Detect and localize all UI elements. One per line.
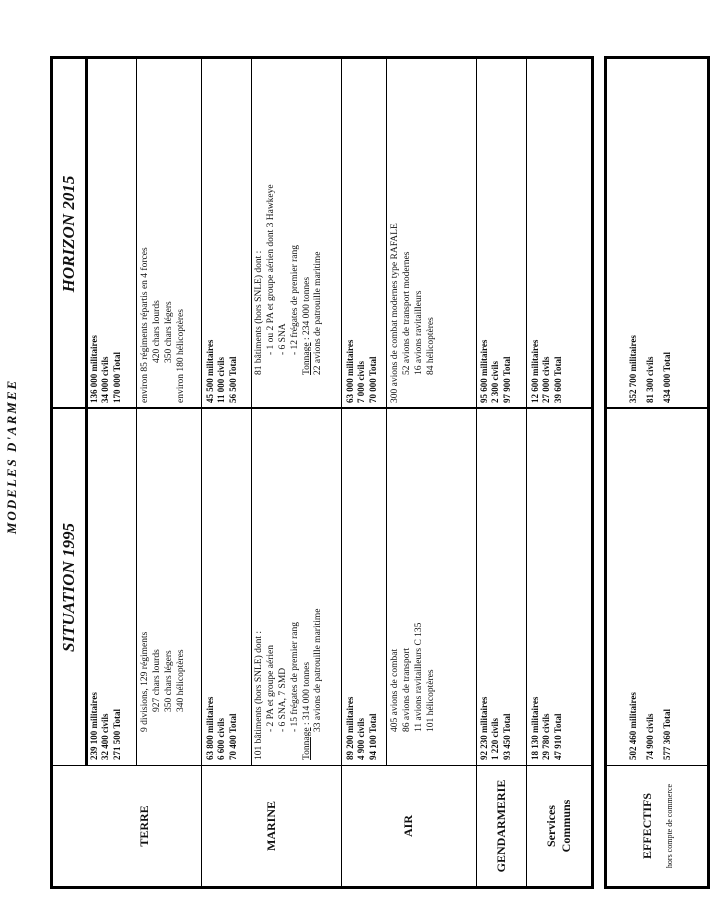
- effectifs-2015-values: [625, 335, 676, 403]
- category-terre: TERRE: [137, 805, 151, 847]
- services-1995-civils: 29 780 civils: [541, 713, 552, 760]
- marine-2015-militaires: 45 500 militaires: [205, 339, 215, 403]
- subdivider-air: [386, 59, 387, 766]
- terre-2015-total: 170 000 Total: [111, 351, 122, 403]
- marine-1995-patrouille: 33 avions de patrouille maritime: [313, 608, 324, 732]
- marine-2015-sna: - 6 SNA: [277, 323, 288, 355]
- air-2015-transport: 52 avions de transport modernes: [401, 251, 412, 375]
- effectifs-label: EFFECTIFS: [640, 793, 654, 860]
- air-2015-helicopteres: 84 hélicoptères: [425, 317, 436, 375]
- marine-1995-batiments: 101 bâtiments (hors SNLE) dont :: [254, 630, 264, 760]
- gendarmerie-1995-total: 93 450 Total: [501, 713, 512, 760]
- air-2015-total: 70 000 Total: [367, 356, 378, 403]
- air-2015-combat: 300 avions de combat modernes type RAFALE: [390, 223, 400, 403]
- terre-2015-civils: 34 000 civils: [100, 356, 111, 403]
- marine-2015-effectifs: [205, 340, 239, 403]
- services-1995-total: 47 910 Total: [552, 713, 563, 760]
- marine-2015-civils: 11 000 civils: [216, 356, 227, 403]
- terre-1995-civils: 32 400 civils: [100, 713, 111, 760]
- air-1995-combat: 405 avions de combat: [390, 648, 400, 732]
- category-effectifs: [607, 766, 707, 886]
- gendarmerie-2015-effectifs: [479, 340, 513, 403]
- air-1995-details: [390, 623, 438, 760]
- marine-2015-patrouille: 22 avions de patrouille maritime: [313, 251, 324, 375]
- marine-1995-tonnage: Tonnage : 314 000 tonnes: [301, 661, 312, 760]
- effectifs-1995-total: 577 360 Total: [662, 708, 673, 760]
- marine-2015-total: 56 500 Total: [227, 356, 238, 403]
- army-models-table: [50, 56, 594, 889]
- services-2015-militaires: 12 600 militaires: [530, 339, 540, 403]
- terre-1995-chars-legers: 350 chars légers: [163, 650, 174, 712]
- gendarmerie-2015-civils: 2 300 civils: [490, 361, 501, 403]
- terre-1995-divisions: 9 divisions, 129 régiments: [140, 631, 150, 732]
- air-1995-militaires: 89 200 militaires: [345, 696, 355, 760]
- gendarmerie-2015-total: 97 900 Total: [501, 356, 512, 403]
- row-divider-air: [476, 59, 477, 886]
- effectifs-2015-militaires: 352 700 militaires: [628, 335, 638, 403]
- terre-2015-effectifs: [89, 335, 123, 403]
- services-2015-civils: 27 000 civils: [541, 356, 552, 403]
- effectifs-sublabel: hors compte de commerce: [665, 783, 674, 869]
- terre-1995-details: [140, 632, 188, 760]
- column-divider-years: [53, 407, 591, 409]
- marine-1995-civils: 6 600 civils: [216, 718, 227, 760]
- terre-1995-helicopteres: 340 hélicoptères: [175, 649, 186, 712]
- marine-1995-pa: - 2 PA et groupe aérien: [265, 645, 276, 732]
- air-2015-ravitailleurs: 16 avions ravitailleurs: [413, 290, 424, 375]
- services-1995-militaires: 18 130 militaires: [530, 696, 540, 760]
- marine-1995-details: [254, 609, 325, 760]
- subdivider-marine: [251, 59, 252, 766]
- terre-2015-chars-lourds: 420 chars lourds: [151, 300, 162, 363]
- header-rule: [85, 59, 88, 766]
- terre-2015-militaires: 136 000 militaires: [89, 335, 99, 403]
- row-divider-terre: [201, 59, 202, 886]
- effectifs-total-table: [604, 56, 710, 889]
- air-1995-effectifs: [345, 697, 379, 760]
- category-services-communs: [526, 766, 591, 886]
- marine-2015-details: [254, 184, 325, 403]
- air-1995-helicopteres: 101 hélicoptères: [425, 669, 436, 732]
- terre-1995-militaires: 239 100 militaires: [89, 692, 99, 760]
- document-title: MODELES D'ARMEE: [4, 378, 19, 535]
- marine-1995-fregates: - 15 frégates de premier rang: [289, 622, 300, 732]
- air-1995-transport: 86 avions de transport: [401, 647, 412, 732]
- gendarmerie-1995-effectifs: [479, 697, 513, 760]
- marine-1995-sna: - 6 SNA, 7 SMD: [277, 667, 288, 732]
- row-divider-marine: [341, 59, 342, 886]
- terre-1995-effectifs: [89, 692, 123, 760]
- air-1995-total: 94 100 Total: [367, 713, 378, 760]
- category-marine: MARINE: [263, 801, 278, 851]
- air-1995-civils: 4 900 civils: [356, 718, 367, 760]
- effectifs-divider-years: [607, 407, 707, 409]
- air-1995-ravitailleurs: 11 avions ravitailleurs C 135: [413, 622, 424, 732]
- air-2015-militaires: 63 000 militaires: [345, 339, 355, 403]
- effectifs-1995-civils: 74 900 civils: [645, 713, 656, 760]
- effectifs-2015-total: 434 000 Total: [662, 351, 673, 403]
- terre-2015-chars-legers: 350 chars légers: [163, 301, 174, 363]
- gendarmerie-2015-militaires: 95 600 militaires: [479, 339, 489, 403]
- category-air: AIR: [401, 815, 415, 838]
- category-services-line2: Communs: [558, 799, 573, 853]
- terre-2015-details: [140, 247, 188, 403]
- terre-2015-regiments: environ 85 régiments répartis en 4 forces: [140, 247, 150, 403]
- services-2015-effectifs: [530, 340, 564, 403]
- header-situation-1995: SITUATION 1995: [59, 523, 78, 652]
- marine-1995-effectifs: [205, 697, 239, 760]
- category-services-line1: Services: [543, 805, 558, 847]
- air-2015-details: [390, 223, 438, 403]
- terre-2015-helicopteres: environ 180 hélicoptères: [175, 309, 186, 403]
- category-gendarmerie: GENDARMERIE: [493, 779, 508, 873]
- header-horizon-2015: HORIZON 2015: [59, 175, 78, 293]
- subdivider-terre: [136, 59, 137, 766]
- marine-2015-batiments: 81 bâtiments (hors SNLE) dont :: [254, 250, 264, 375]
- air-2015-effectifs: [345, 340, 379, 403]
- row-divider-gendarmerie: [526, 59, 527, 886]
- terre-1995-total: 271 500 Total: [111, 708, 122, 760]
- services-2015-total: 39 600 Total: [552, 356, 563, 403]
- services-1995-effectifs: [530, 697, 564, 760]
- marine-2015-tonnage: Tonnage : 234 000 tonnes: [301, 276, 312, 375]
- effectifs-1995-values: [625, 692, 676, 760]
- gendarmerie-1995-civils: 1 220 civils: [490, 718, 501, 760]
- effectifs-1995-militaires: 502 460 militaires: [628, 692, 638, 760]
- marine-1995-total: 70 400 Total: [227, 713, 238, 760]
- marine-2015-pa: - 1 ou 2 PA et groupe aérien dont 3 Hawkeye: [265, 184, 276, 355]
- marine-1995-militaires: 63 800 militaires: [205, 696, 215, 760]
- marine-2015-fregates: - 12 frégates de premier rang: [289, 245, 300, 355]
- effectifs-2015-civils: 81 300 civils: [645, 356, 656, 403]
- gendarmerie-1995-militaires: 92 230 militaires: [479, 696, 489, 760]
- terre-1995-chars-lourds: 927 chars lourds: [151, 649, 162, 712]
- air-2015-civils: 7 000 civils: [356, 361, 367, 403]
